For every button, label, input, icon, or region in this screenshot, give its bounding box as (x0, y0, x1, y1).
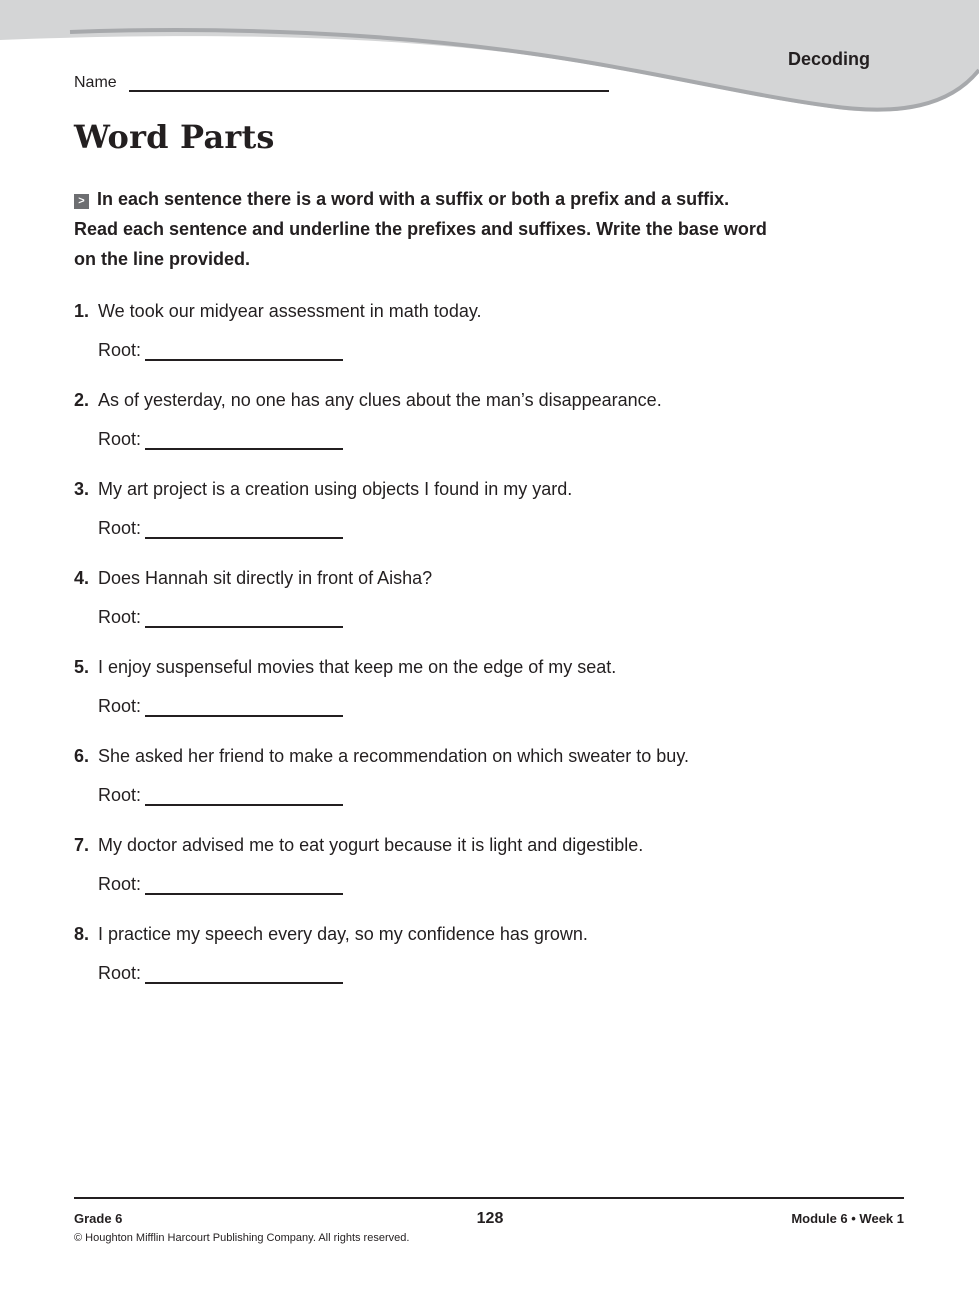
root-answer-line[interactable] (145, 608, 343, 628)
root-label: Root: (98, 874, 142, 894)
root-answer-line[interactable] (145, 964, 343, 984)
question-sentence: My doctor advised me to eat yogurt because it is light and digestible. (98, 835, 644, 855)
question-item-1 (74, 300, 894, 361)
question-sentence: I enjoy suspenseful movies that keep me on the edge of my seat. (98, 657, 617, 677)
page-title: Word Parts (74, 118, 275, 156)
root-answer-line[interactable] (145, 519, 343, 539)
question-sentence: We took our midyear assessment in math today. (98, 301, 482, 321)
root-label: Root: (98, 429, 142, 449)
question-number: 8. (74, 924, 90, 944)
question-item-2 (74, 389, 894, 450)
question-number: 1. (74, 301, 90, 321)
section-label: Decoding (788, 49, 871, 69)
root-label: Root: (98, 607, 142, 627)
footer-divider (74, 1197, 904, 1199)
instruction-arrow-icon: > (74, 194, 89, 209)
instructions (74, 184, 774, 274)
page-number: 128 (476, 1210, 504, 1227)
question-item-8 (74, 923, 894, 984)
question-number: 2. (74, 390, 90, 410)
copyright-notice: © Houghton Mifflin Harcourt Publishing Company. All rights reserved. (74, 1232, 410, 1244)
instructions-text: In each sentence there is a word with a suffix or both a prefix and a suffix. Read each sentence and underline the prefixes and suffixes. Write the base word on the line provided. (74, 189, 767, 269)
name-label: Name (74, 74, 117, 91)
question-number: 5. (74, 657, 90, 677)
question-item-3 (74, 478, 894, 539)
question-sentence: As of yesterday, no one has any clues about the man’s disappearance. (98, 390, 662, 410)
root-answer-line[interactable] (145, 875, 343, 895)
question-item-4 (74, 567, 894, 628)
root-label: Root: (98, 785, 142, 805)
root-label: Root: (98, 518, 142, 538)
question-number: 7. (74, 835, 90, 855)
root-label: Root: (98, 696, 142, 716)
footer-module-week: Module 6 • Week 1 (791, 1211, 904, 1226)
name-field-row (74, 74, 609, 92)
question-number: 6. (74, 746, 90, 766)
question-sentence: My art project is a creation using objects I found in my yard. (98, 479, 573, 499)
question-sentence: Does Hannah sit directly in front of Aisha? (98, 568, 433, 588)
question-item-6 (74, 745, 894, 806)
footer-grade: Grade 6 (74, 1211, 123, 1226)
root-answer-line[interactable] (145, 430, 343, 450)
question-number: 4. (74, 568, 90, 588)
question-item-7 (74, 834, 894, 895)
name-answer-line[interactable] (129, 76, 609, 92)
root-answer-line[interactable] (145, 786, 343, 806)
root-label: Root: (98, 963, 142, 983)
question-sentence: She asked her friend to make a recommendation on which sweater to buy. (98, 746, 689, 766)
question-sentence: I practice my speech every day, so my confidence has grown. (98, 924, 588, 944)
question-number: 3. (74, 479, 90, 499)
question-item-5 (74, 656, 894, 717)
root-answer-line[interactable] (145, 341, 343, 361)
root-label: Root: (98, 340, 142, 360)
root-answer-line[interactable] (145, 697, 343, 717)
